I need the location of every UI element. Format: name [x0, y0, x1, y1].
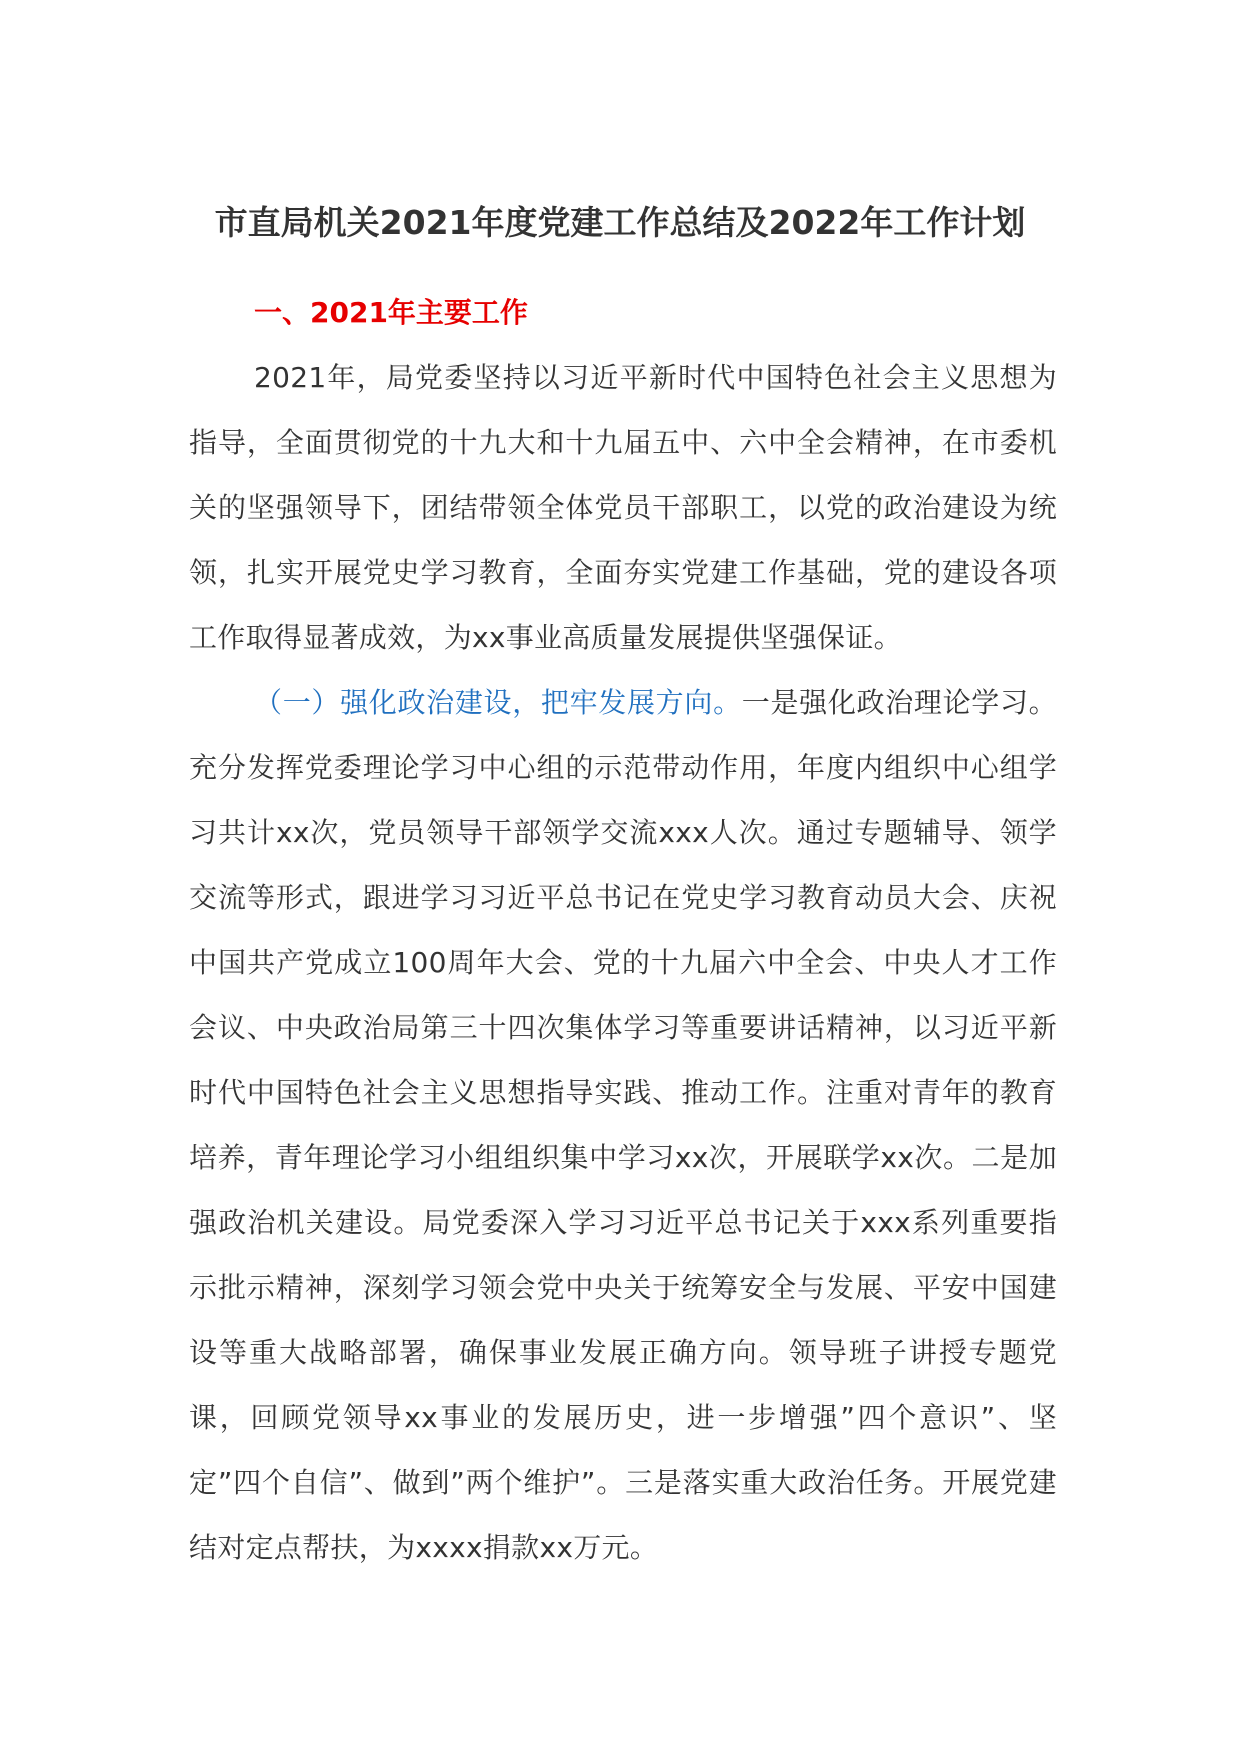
document-title: 市直局机关2021年度党建工作总结及2022年工作计划	[214, 203, 1026, 242]
paragraph-political-construction-text: 一是强化政治理论学习。充分发挥党委理论学习中心组的示范带动作用，年度内组织中心组学习共计xx次，党员领导干部领学交流xxx人次。通过专题辅导、领学交流等形式，跟进学习习近平总书记在党史学习教育动员大会、庆祝中国共产党成立100周年大会、党的十九届六中全会、中央人才工作会议、中央政治局第三十四次集体学习等重要讲话精神，以习近平新时代中国特色社会主义思想指导实践、推动工作。注重对青年的教育培养，青年理论学习小组组织集中学习xx次，开展联学xx次。二是加强政治机关建设。局党委深入学习习近平总书记关于xxx系列重要指示批示精神，深刻学习领会党中央关于统筹安全与发展、平安中国建设等重大战略部署，确保事业发展正确方向。领导班子讲授专题党课，回顾党领导xx事业的发展历史，进一步增强”四个意识”、坚定”四个自信”、做到”两个维护”。三是落实重大政治任务。开展党建结对定点帮扶，为xxxx捐款xx万元。	[189, 686, 1057, 1564]
paragraph-political-construction	[189, 670, 1057, 1580]
section-heading-main-work: 一、2021年主要工作	[254, 296, 528, 329]
paragraph-overview: 2021年，局党委坚持以习近平新时代中国特色社会主义思想为指导，全面贯彻党的十九大和十九届五中、六中全会精神，在市委机关的坚强领导下，团结带领全体党员干部职工，以党的政治建设为统领，扎实开展党史学习教育，全面夯实党建工作基础，党的建设各项工作取得显著成效，为xx事业高质量发展提供坚强保证。	[189, 361, 1057, 654]
subheading-political-construction: （一）强化政治建设，把牢发展方向。	[254, 686, 742, 719]
